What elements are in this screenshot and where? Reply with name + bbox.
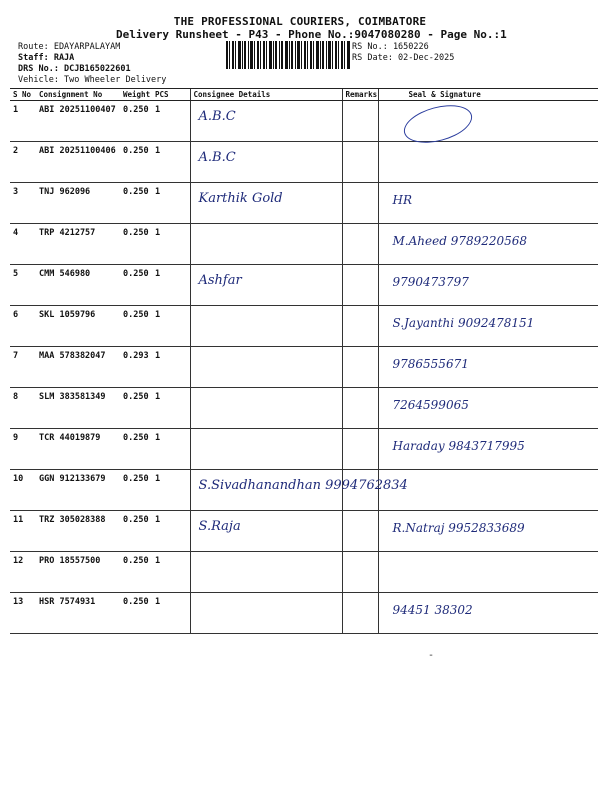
cell-weight: 0.250 [120, 101, 152, 142]
cell-weight: 0.250 [120, 511, 152, 552]
col-header-seal: Seal & Signature [378, 89, 598, 101]
cell-pcs: 1 [152, 306, 190, 347]
cell-sno: 6 [10, 306, 36, 347]
cell-pcs: 1 [152, 142, 190, 183]
table-row [10, 101, 598, 142]
cell-consignee [190, 224, 342, 265]
cell-pcs: 1 [152, 593, 190, 634]
cell-remarks [342, 593, 378, 634]
cell-consignee [190, 511, 342, 552]
handwritten-consignee: S.Raja [198, 519, 241, 534]
cell-consignment-no: MAA 578382047 [36, 347, 120, 388]
table-row [10, 388, 598, 429]
cell-weight: 0.250 [120, 593, 152, 634]
handwritten-consignee: A.B.C [198, 150, 236, 165]
cell-consignment-no: SLM 383581349 [36, 388, 120, 429]
handwritten-consignee: A.B.C [198, 109, 236, 124]
cell-pcs: 1 [152, 101, 190, 142]
cell-weight: 0.250 [120, 224, 152, 265]
handwritten-signature: 7264599065 [392, 398, 469, 412]
cell-seal-signature [378, 265, 598, 306]
col-header-pcs: PCS [152, 89, 190, 101]
cell-consignee [190, 552, 342, 593]
cell-remarks [342, 429, 378, 470]
cell-sno: 10 [10, 470, 36, 511]
cell-pcs: 1 [152, 183, 190, 224]
cell-weight: 0.250 [120, 470, 152, 511]
cell-consignment-no: TRP 4212757 [36, 224, 120, 265]
cell-seal-signature [378, 470, 598, 511]
handwritten-consignee: Ashfar [198, 273, 242, 288]
runsheet-meta-left [18, 42, 166, 86]
cell-weight: 0.250 [120, 183, 152, 224]
cell-pcs: 1 [152, 511, 190, 552]
cell-seal-signature [378, 388, 598, 429]
handwritten-consignee: Karthik Gold [198, 191, 283, 206]
cell-seal-signature [378, 347, 598, 388]
cell-remarks [342, 183, 378, 224]
runsheet-table [10, 88, 598, 634]
cell-remarks [342, 347, 378, 388]
table-row [10, 429, 598, 470]
document-subtitle: Delivery Runsheet - P43 - Phone No.:9047080280 - Page No.:1 [116, 28, 507, 41]
cell-remarks [342, 552, 378, 593]
cell-consignment-no: CMM 546980 [36, 265, 120, 306]
cell-weight: 0.250 [120, 388, 152, 429]
staff-label: Staff: RAJA [18, 53, 75, 63]
cell-sno: 7 [10, 347, 36, 388]
cell-remarks [342, 101, 378, 142]
table-row [10, 265, 598, 306]
table-row [10, 347, 598, 388]
cell-consignee [190, 593, 342, 634]
cell-weight: 0.250 [120, 265, 152, 306]
cell-remarks [342, 306, 378, 347]
cell-sno: 12 [10, 552, 36, 593]
cell-sno: 1 [10, 101, 36, 142]
cell-remarks [342, 142, 378, 183]
cell-sno: 3 [10, 183, 36, 224]
col-header-weight: Weight [120, 89, 152, 101]
cell-sno: 8 [10, 388, 36, 429]
cell-consignment-no: ABI 20251100407 [36, 101, 120, 142]
cell-remarks [342, 224, 378, 265]
cell-weight: 0.250 [120, 552, 152, 593]
col-header-sno: S No [10, 89, 36, 101]
col-header-consignment: Consignment No [36, 89, 120, 101]
table-row [10, 593, 598, 634]
cell-weight: 0.250 [120, 142, 152, 183]
cell-sno: 2 [10, 142, 36, 183]
drs-label: DRS No.: DCJB165022601 [18, 64, 131, 74]
cell-seal-signature [378, 429, 598, 470]
document-title: THE PROFESSIONAL COURIERS, COIMBATORE [173, 15, 427, 28]
handwritten-consignee: S.Sivadhanandhan 9994762834 [198, 478, 408, 493]
cell-seal-signature [378, 101, 598, 142]
cell-pcs: 1 [152, 552, 190, 593]
cell-consignee [190, 265, 342, 306]
cell-consignment-no: SKL 1059796 [36, 306, 120, 347]
handwritten-signature: 9790473797 [392, 275, 469, 289]
handwritten-signature: S.Jayanthi 9092478151 [392, 316, 535, 330]
cell-seal-signature [378, 306, 598, 347]
col-header-remarks: Remarks [342, 89, 378, 101]
table-row [10, 224, 598, 265]
cell-consignee [190, 306, 342, 347]
cell-seal-signature [378, 593, 598, 634]
cell-sno: 13 [10, 593, 36, 634]
handwritten-signature: Haraday 9843717995 [392, 439, 525, 453]
table-row [10, 183, 598, 224]
table-row [10, 470, 598, 511]
cell-consignment-no: HSR 7574931 [36, 593, 120, 634]
cell-weight: 0.250 [120, 306, 152, 347]
cell-pcs: 1 [152, 388, 190, 429]
cell-weight: 0.250 [120, 429, 152, 470]
table-header-row [10, 89, 598, 101]
table-row [10, 306, 598, 347]
col-header-consignee: Consignee Details [190, 89, 342, 101]
rs-number: RS No.: 1650226 [352, 42, 429, 52]
cell-weight: 0.293 [120, 347, 152, 388]
rs-date: RS Date: 02-Dec-2025 [352, 53, 455, 63]
handwritten-signature: HR [392, 193, 412, 207]
cell-seal-signature [378, 552, 598, 593]
table-row [10, 142, 598, 183]
cell-seal-signature [378, 511, 598, 552]
handwritten-signature: M.Aheed 9789220568 [392, 234, 528, 248]
cell-pcs: 1 [152, 347, 190, 388]
cell-remarks [342, 388, 378, 429]
cell-remarks [342, 470, 378, 511]
cell-sno: 5 [10, 265, 36, 306]
table-row [10, 511, 598, 552]
cell-consignment-no: TNJ 962096 [36, 183, 120, 224]
barcode-image [226, 41, 350, 69]
handwritten-signature: 9786555671 [392, 357, 469, 371]
cell-consignment-no: TRZ 305028388 [36, 511, 120, 552]
runsheet-meta-right [352, 42, 454, 64]
vehicle-label: Vehicle: Two Wheeler Delivery [18, 75, 167, 85]
route-label: Route: EDAYARPALAYAM [18, 42, 121, 52]
cell-consignee [190, 183, 342, 224]
cell-remarks [342, 265, 378, 306]
cell-pcs: 1 [152, 470, 190, 511]
cell-remarks [342, 511, 378, 552]
cell-seal-signature [378, 183, 598, 224]
cell-consignment-no: GGN 912133679 [36, 470, 120, 511]
cell-consignee [190, 388, 342, 429]
handwritten-signature: R.Natraj 9952833689 [392, 521, 525, 535]
cell-pcs: 1 [152, 265, 190, 306]
cell-seal-signature [378, 142, 598, 183]
cell-consignee [190, 142, 342, 183]
table-row [10, 552, 598, 593]
cell-pcs: 1 [152, 429, 190, 470]
cell-consignment-no: PRO 18557500 [36, 552, 120, 593]
cell-pcs: 1 [152, 224, 190, 265]
handwritten-signature: 94451 38302 [392, 603, 473, 617]
cell-consignee [190, 429, 342, 470]
cell-sno: 11 [10, 511, 36, 552]
cell-sno: 4 [10, 224, 36, 265]
cell-consignee [190, 347, 342, 388]
cell-consignment-no: ABI 20251100406 [36, 142, 120, 183]
cell-consignment-no: TCR 44019879 [36, 429, 120, 470]
cell-sno: 9 [10, 429, 36, 470]
cell-consignee [190, 470, 408, 511]
cell-consignee [190, 101, 342, 142]
page-mark: - [428, 650, 435, 661]
cell-seal-signature [378, 224, 598, 265]
